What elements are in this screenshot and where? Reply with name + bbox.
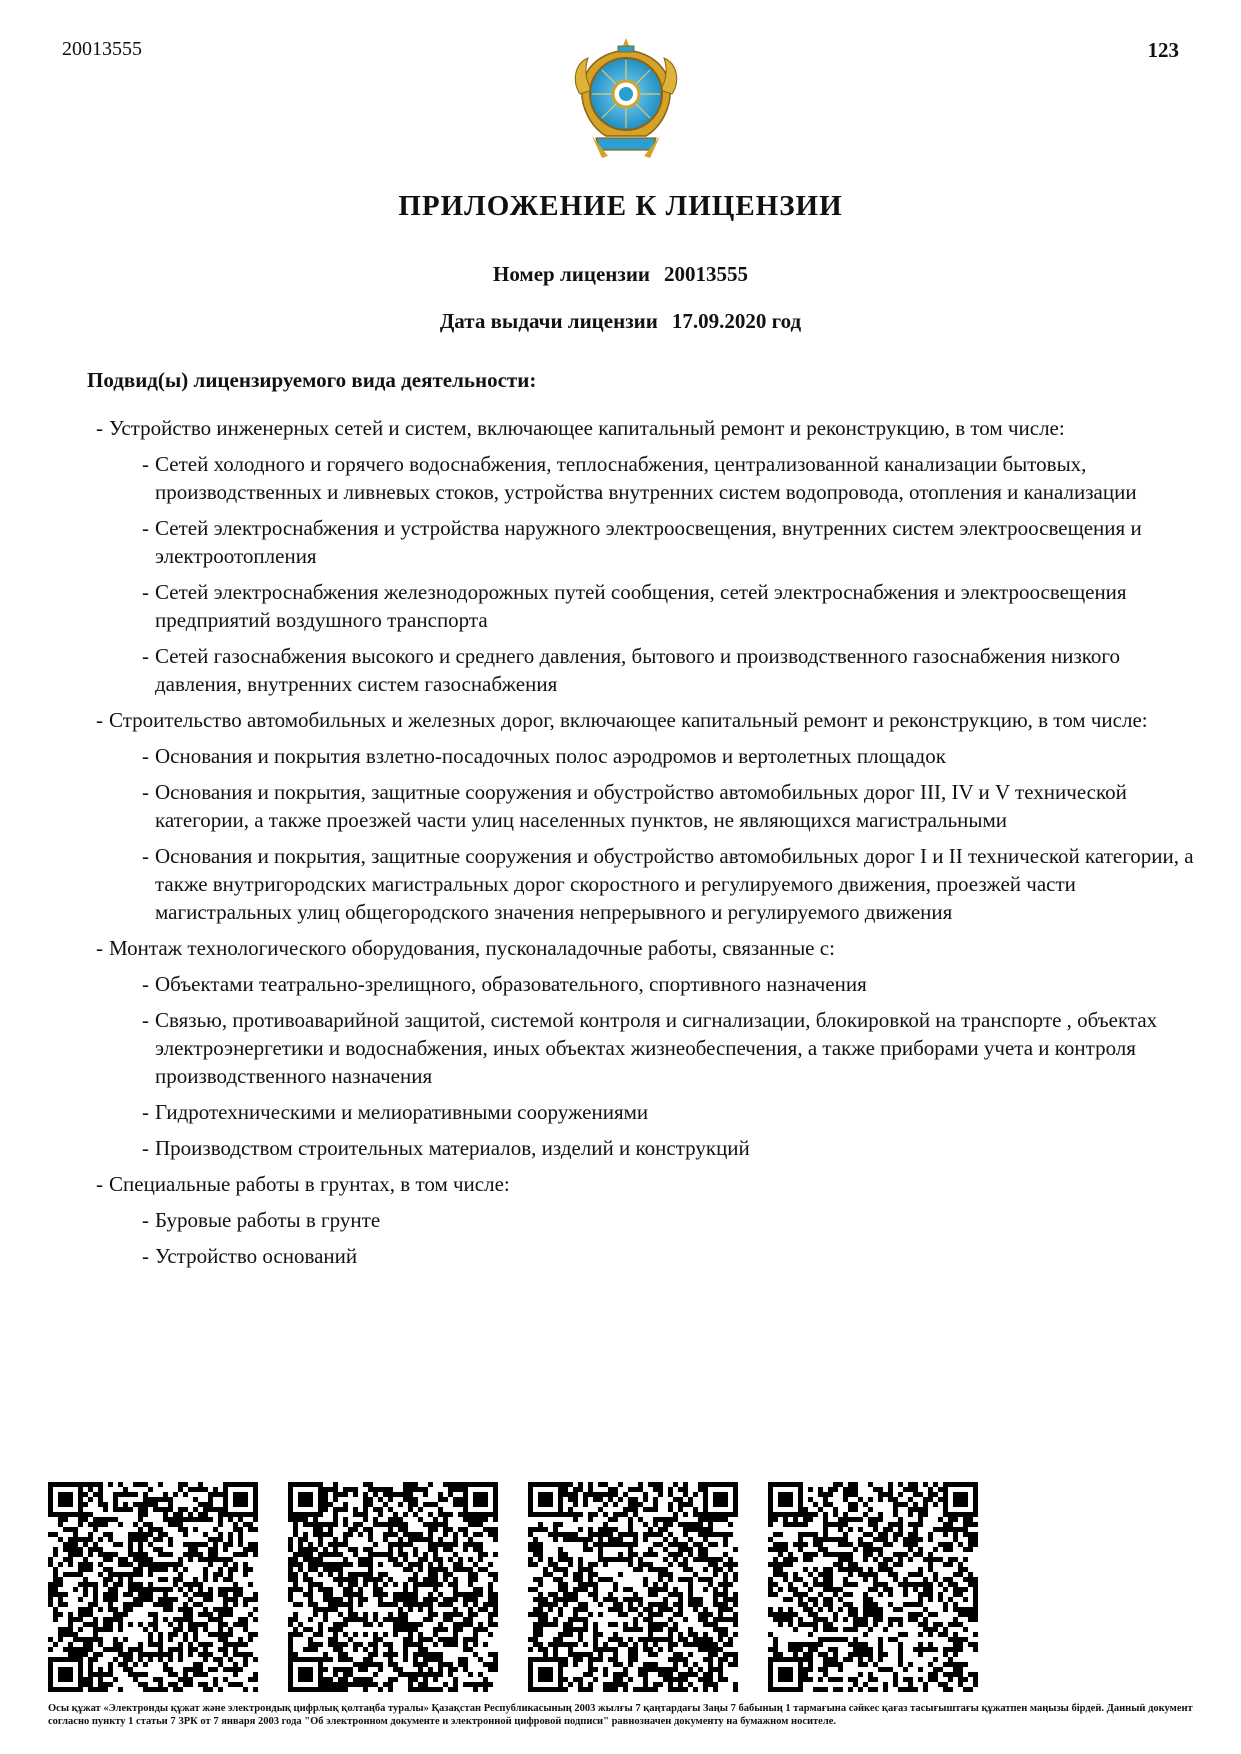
subsection-item: - Объектами театрально-зрелищного, образовательного, спортивного назначения [142, 970, 1206, 998]
subsection-item: - Основания и покрытия, защитные сооружения и обустройство автомобильных дорог III, IV и V технической категории, а также проезжей части улиц населенных пунктов, не являющихся магистральными [142, 778, 1206, 834]
section-item: - Строительство автомобильных и железных дорог, включающее капитальный ремонт и реконструкцию, в том числе: [96, 706, 1206, 734]
qr-code-row [48, 1482, 998, 1692]
qr-code-icon [288, 1482, 498, 1692]
state-emblem-icon [566, 32, 686, 162]
subsection-item: - Сетей холодного и горячего водоснабжения, теплоснабжения, централизованной канализации бытовых, производственных и ливневых стоков, устройства внутренних систем водопровода, отопления и канализации [142, 450, 1206, 506]
subtypes-heading: Подвид(ы) лицензируемого вида деятельности: [87, 368, 537, 392]
subsection-item: - Сетей электроснабжения и устройства наружного электроосвещения, внутренних систем электроосвещения и электроотопления [142, 514, 1206, 570]
qr-code-icon [768, 1482, 978, 1692]
license-number [0, 262, 1241, 287]
subsection-item: - Сетей электроснабжения железнодорожных путей сообщения, сетей электроснабжения и электроосвещения предприятий воздушного транспорта [142, 578, 1206, 634]
subsection-item: - Производством строительных материалов, изделий и конструкций [142, 1134, 1206, 1162]
subsection-item: - Гидротехническими и мелиоративными сооружениями [142, 1098, 1206, 1126]
page-number: 123 [1147, 38, 1179, 62]
license-date-value: 17.09.2020 год [671, 309, 802, 333]
license-number-value: 20013555 [664, 262, 749, 286]
qr-code-icon [528, 1482, 738, 1692]
subsection-item: - Связью, противоаварийной защитой, системой контроля и сигнализации, блокировкой на транспорте , объектах электроэнергетики и водоснабжения, иных объектах жизнеобеспечения, а также приборами учета и контроля производственного назначения [142, 1006, 1206, 1090]
license-date-label: Дата выдачи лицензии [439, 309, 658, 333]
subsection-item: - Основания и покрытия взлетно-посадочных полос аэродромов и вертолетных площадок [142, 742, 1206, 770]
license-number-label: Номер лицензии [492, 262, 651, 286]
section-item: - Монтаж технологического оборудования, пусконаладочные работы, связанные с: [96, 934, 1206, 962]
legal-footer [48, 1702, 1208, 1728]
subsection-item: - Буровые работы в грунте [142, 1206, 1206, 1234]
section-item: - Устройство инженерных сетей и систем, включающее капитальный ремонт и реконструкцию, в том числе: [96, 414, 1206, 442]
section-item: - Специальные работы в грунтах, в том числе: [96, 1170, 1206, 1198]
activity-list [96, 414, 1206, 1278]
footer-text-kz: Осы құжат «Электронды құжат және электрондық цифрлық қолтаңба туралы» Қазақстан Республикасының 2003 жылғы 7 қаңтардағы Заңы 7 бабының 1 тармағына сәйкес қағаз тасығыштағы құжатпен маңызы бірдей. [48, 1703, 1105, 1714]
subsection-item: - Сетей газоснабжения высокого и среднего давления, бытового и производственного газоснабжения низкого давления, внутренних систем газоснабжения [142, 642, 1206, 698]
license-date [0, 309, 1241, 334]
document-title: ПРИЛОЖЕНИЕ К ЛИЦЕНЗИИ [398, 190, 843, 222]
footer-text-ru: Данный документ согласно пункту 1 статьи 7 ЗРК от 7 января 2003 года "Об электронном документе и электронной цифровой подписи" равнозначен документу на бумажном носителе. [48, 1703, 1193, 1727]
qr-code-icon [48, 1482, 258, 1692]
subsection-item: - Основания и покрытия, защитные сооружения и обустройство автомобильных дорог I и II технической категории, а также внутригородских магистральных дорог скоростного и регулируемого движения, проезжей части магистральных улиц общегородского значения непрерывного и регулируемого движения [142, 842, 1206, 926]
subsection-item: - Устройство оснований [142, 1242, 1206, 1270]
document-number: 20013555 [62, 38, 142, 60]
